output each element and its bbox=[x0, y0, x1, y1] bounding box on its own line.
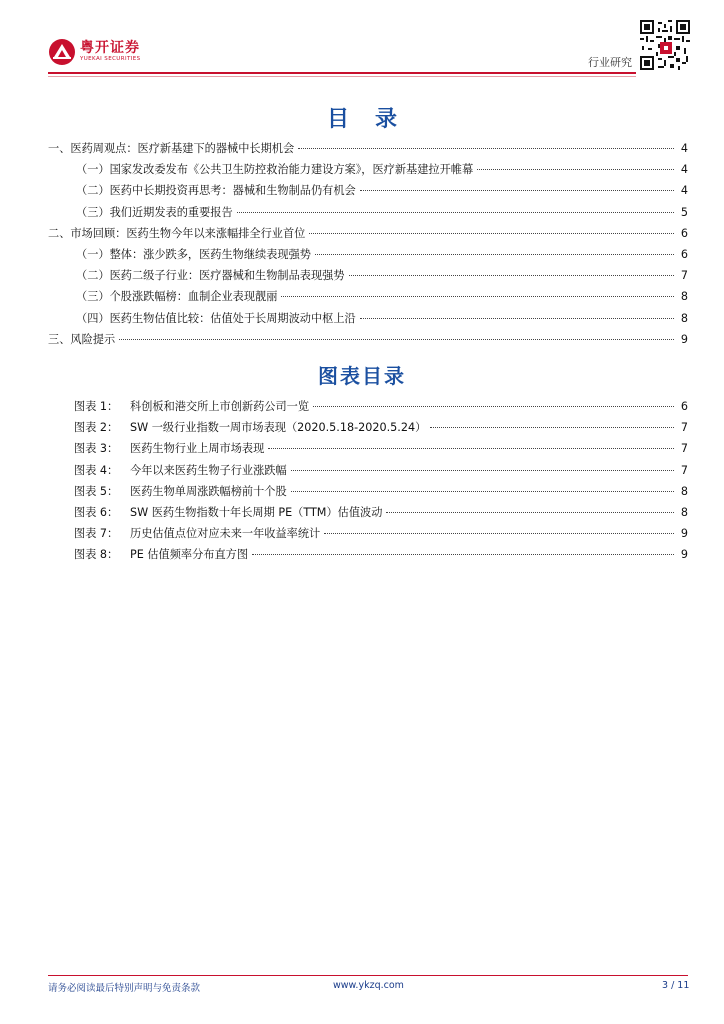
figure-entry-page: 8 bbox=[680, 505, 688, 519]
figure-entry[interactable] bbox=[48, 504, 688, 525]
figure-label: 图表 7： bbox=[74, 527, 119, 541]
list-of-figures bbox=[48, 398, 688, 568]
yuekai-logo-icon bbox=[48, 38, 76, 66]
toc-leader-dots bbox=[119, 339, 674, 340]
figure-label: 图表 3： bbox=[74, 442, 119, 456]
figure-entry[interactable] bbox=[48, 483, 688, 504]
toc-entry[interactable] bbox=[48, 204, 688, 225]
figure-leader-dots bbox=[313, 406, 674, 407]
toc-entry-text: 一、医药周观点：医疗新基建下的器械中长期机会 bbox=[48, 142, 295, 155]
toc-entry-page: 8 bbox=[680, 311, 688, 325]
toc-entry-page: 6 bbox=[680, 226, 688, 240]
figure-label: 图表 4： bbox=[74, 463, 119, 477]
figure-entry-text: PE 估值频率分布直方图 bbox=[130, 548, 249, 562]
figure-entry-page: 9 bbox=[680, 527, 688, 541]
toc-leader-dots bbox=[360, 190, 674, 191]
toc-entry[interactable] bbox=[48, 331, 688, 352]
toc-entry-text: （四）医药生物估值比较：估值处于长周期波动中枢上沿 bbox=[76, 311, 356, 325]
logo-name-cn: 粤开证券 bbox=[80, 40, 140, 57]
toc-entry[interactable] bbox=[48, 182, 688, 203]
toc-entry-text: 二、市场回顾：医药生物今年以来涨幅排全行业首位 bbox=[48, 226, 306, 240]
toc-entry-text: （三）我们近期发表的重要报告 bbox=[76, 205, 233, 219]
figure-label: 图表 1： bbox=[74, 400, 119, 413]
toc-entry[interactable] bbox=[48, 161, 688, 182]
figure-entry-page: 6 bbox=[680, 400, 688, 413]
figure-leader-dots bbox=[252, 554, 674, 555]
toc-leader-dots bbox=[237, 212, 674, 213]
figure-entry[interactable] bbox=[48, 525, 688, 546]
toc-entry-text: （三）个股涨跌幅榜：血制企业表现靓丽 bbox=[76, 290, 278, 304]
footer-divider bbox=[48, 975, 688, 976]
figure-entry-text: SW 医药生物指数十年长周期 PE（TTM）估值波动 bbox=[130, 505, 383, 519]
toc-entry-text: 三、风险提示 bbox=[48, 332, 116, 346]
toc-leader-dots bbox=[315, 254, 674, 255]
toc-entry-page: 4 bbox=[680, 184, 688, 198]
figure-label: 图表 2： bbox=[74, 421, 119, 435]
toc-entry-page: 9 bbox=[680, 332, 688, 346]
figure-entry-text: 医药生物行业上周市场表现 bbox=[130, 442, 265, 456]
toc-entry[interactable] bbox=[48, 310, 688, 331]
toc-entry-page: 4 bbox=[680, 142, 688, 155]
figure-leader-dots bbox=[324, 533, 674, 534]
toc-leader-dots bbox=[477, 169, 674, 170]
figure-entry-page: 9 bbox=[680, 548, 688, 562]
figure-entry-page: 8 bbox=[680, 484, 688, 498]
figure-leader-dots bbox=[268, 448, 674, 449]
footer-website[interactable]: www.ykzq.com bbox=[333, 980, 404, 991]
figure-leader-dots bbox=[430, 427, 674, 428]
figure-entry[interactable] bbox=[48, 419, 688, 440]
toc-entry[interactable] bbox=[48, 288, 688, 309]
toc-leader-dots bbox=[360, 318, 674, 319]
page-number: 3 / 11 bbox=[662, 980, 690, 991]
figure-entry[interactable] bbox=[48, 398, 688, 419]
figure-label: 图表 8： bbox=[74, 548, 119, 562]
figure-entry[interactable] bbox=[48, 440, 688, 461]
toc-entry-page: 8 bbox=[680, 290, 688, 304]
figure-entry-page: 7 bbox=[680, 442, 688, 456]
figure-entry-page: 7 bbox=[680, 421, 688, 435]
toc-entry[interactable] bbox=[48, 267, 688, 288]
figure-label: 图表 6： bbox=[74, 505, 119, 519]
toc-leader-dots bbox=[281, 296, 674, 297]
page-header bbox=[0, 0, 724, 76]
toc-entry-page: 6 bbox=[680, 247, 688, 261]
toc-entry-page: 7 bbox=[680, 269, 688, 283]
company-logo bbox=[48, 38, 141, 66]
figure-entry[interactable] bbox=[48, 462, 688, 483]
figure-entry-text: 历史估值点位对应未来一年收益率统计 bbox=[130, 527, 321, 541]
figure-entry-text: 医药生物单周涨跌幅榜前十个股 bbox=[130, 484, 287, 498]
figure-leader-dots bbox=[291, 470, 674, 471]
figure-entry-text: SW 一级行业指数一周市场表现（2020.5.18-2020.5.24） bbox=[130, 421, 427, 435]
figure-label: 图表 5： bbox=[74, 484, 119, 498]
toc-entry[interactable] bbox=[48, 246, 688, 267]
qr-code bbox=[640, 20, 690, 70]
toc-entry-text: （二）医药中长期投资再思考：器械和生物制品仍有机会 bbox=[76, 184, 356, 198]
figure-entry-text: 今年以来医药生物子行业涨跌幅 bbox=[130, 463, 287, 477]
toc-entry[interactable] bbox=[48, 225, 688, 246]
toc-entry-text: （一）整体：涨少跌多，医药生物继续表现强势 bbox=[76, 247, 311, 261]
figure-entry-page: 7 bbox=[680, 463, 688, 477]
toc-entry-page: 5 bbox=[680, 205, 688, 219]
toc-title: 目录 bbox=[326, 107, 423, 132]
header-divider bbox=[48, 72, 636, 74]
figure-entry[interactable] bbox=[48, 546, 688, 567]
figure-entry-text: 科创板和港交所上市创新药公司一览 bbox=[130, 400, 310, 413]
footer-disclaimer: 请务必阅读最后特别声明与免责条款 bbox=[48, 983, 201, 994]
toc-leader-dots bbox=[349, 275, 674, 276]
toc-entry[interactable] bbox=[48, 140, 688, 161]
toc-entry-text: （二）医药二级子行业：医疗器械和生物制品表现强势 bbox=[76, 269, 345, 283]
toc-leader-dots bbox=[298, 148, 674, 149]
table-of-contents bbox=[48, 140, 688, 352]
logo-name-en: YUEKAI SECURITIES bbox=[80, 56, 141, 63]
toc-leader-dots bbox=[309, 233, 674, 234]
figure-leader-dots bbox=[386, 512, 674, 513]
toc-entry-page: 4 bbox=[680, 163, 688, 177]
figure-leader-dots bbox=[291, 491, 674, 492]
document-type: 行业研究 bbox=[588, 56, 632, 69]
figures-title: 图表目录 bbox=[318, 364, 406, 388]
toc-entry-text: （一）国家发改委发布《公共卫生防控救治能力建设方案》，医疗新基建拉开帷幕 bbox=[76, 163, 474, 177]
header-divider-thin bbox=[48, 76, 636, 77]
